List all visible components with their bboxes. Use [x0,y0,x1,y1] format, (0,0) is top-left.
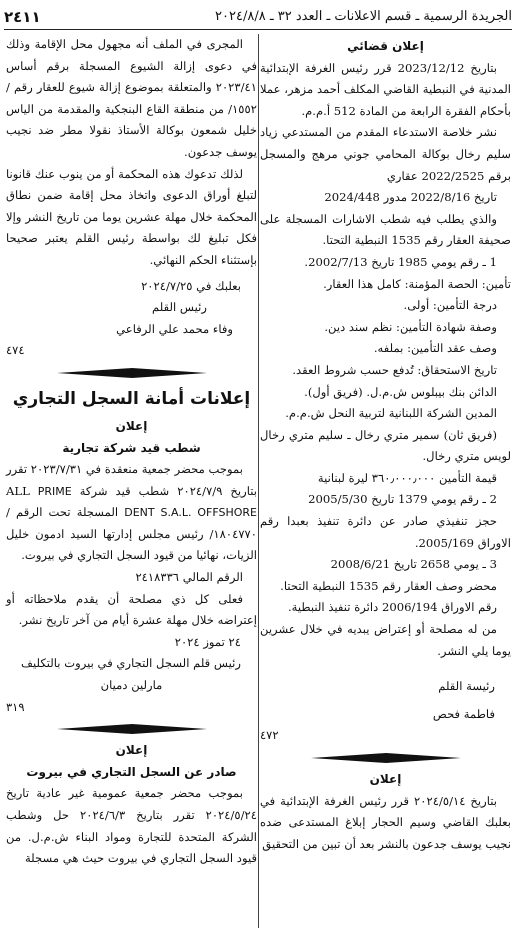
notice-date: بعلبك في ٢٠٢٤/٧/٢٥ [141,278,241,293]
section-title: إعلانات أمانة السجل التجاري [12,388,251,409]
notice-paragraph: لذلك تدعوك هذه المحكمة أو من ينوب عنك قانونا لتبلغ أوراق الدعوى واتخاذ محل إقامة ضمن نطاق المحكمة خلال مهلة عشرين يوما من تاريخ النشر وإلا فكل تبليغ لك بواسطة رئيس القلم يعتبر صحيحا بإستثناء الحكم النهائي. [6,166,257,267]
notice-paragraph: درجة التأمين: أولى. [403,298,497,313]
notice-paragraph: بموجب محضر جمعية عمومية غير عادية تاريخ ٢٠٢٤/٥/٢٤ تقرر بتاريخ ٢٠٢٤/٦/٣ حل وشطب الشركة المتحدة للتجارة ومواد البناء ش.م.ل. من قيود السجل التجاري في بيروت حيث هي مسجلة [6,786,257,866]
notice-paragraph [6,459,257,567]
notice-reference-number: ٣١٩ [6,699,25,714]
notice-paragraph: من له مصلحة أو إعتراض يبديه في خلال عشرين يوما يلي النشر. [260,622,511,658]
left-column [6,34,257,870]
financial-number: الرقم المالي ٢٤١٨٣٣٦ [135,570,243,585]
notice-text: المسجلة تحت الرقم /١٨٠٤٧٧٠/ رئيس مجلس إدارتها السيد ادمون خليل الزيات، نهائيا من قيود السجل التجاري في بيروت. [6,505,257,563]
notice-paragraph: تأمين: الحصة المؤمنة: كامل هذا العقار. [323,276,511,291]
notice-title: إعلان [369,772,402,786]
notice-paragraph: المجرى في الملف أنه مجهول محل الإقامة وذلك في دعوى إزالة الشيوع المسجلة برقم أساس ٢٠٢٣/٤١ والمتعلقة بموضوع إزالة شيوع للعقار رقم /١٥٥٢/ من منطقة القاع البنجكية والمقدمة من الياس خليل شمعون بوكالة الأستاذ نقولا مطر ضد نجيب يوسف جدعون. [6,37,257,159]
company-name-latin: PRIME DENT S.A.L. OFFSHORE [37,484,257,520]
notice-paragraph: وصفة شهادة التأمين: نظم سند دين. [324,319,497,334]
signature-title: رئيس القلم [152,300,207,315]
signature-title: رئيسة القلم [438,679,495,694]
notice-paragraph: حجز تنفيذي صادر عن دائرة تنفيذ بعبدا رقم الاوراق 2005/169. [260,514,511,550]
signature-name: وفاء محمد علي الرفاعي [116,321,233,336]
notice-title: شطب قيد شركة تجارية [62,440,201,455]
section-separator [6,366,257,380]
notice-paragraph: رقم الاوراق 2006/194 دائرة تنفيذ النبطية. [287,600,497,615]
page-header [4,4,512,30]
notice-paragraph: بتاريخ ٢٠٢٤/٥/١٤ قرر رئيس الغرفة الإبتدائية في بعلبك القاضي وسيم الحجار إبلاغ المستدعى ضده نجيب يوسف جدعون بالنشر بعد أن تبين من التحقيق [260,793,511,851]
notice-title: صادر عن السجل التجاري في بيروت [26,764,237,779]
notice-paragraph: المدين الشركة اللبنانية لتربية النحل ش.م.م. [285,406,497,421]
notice-label: إعلان [115,743,148,758]
notice-paragraph: والذي يطلب فيه شطب الاشارات المسجلة على صحيفة العقار رقم 1535 النبطية التحتا. [260,211,511,248]
signature-name: مارلين دميان [100,678,163,693]
notice-paragraph: وصف عقد التأمين: بملفه. [373,341,497,356]
notice-paragraph: تاريخ الاستحقاق: تُدفع حسب شروط العقد. [292,362,497,377]
notice-paragraph: نشر خلاصة الاستدعاء المقدم من المستدعي زياد سليم رخال بوكالة المحامي جوني مرهج والمسجل برقم 2022/2525 عقاري [260,125,511,183]
notice-reference-number: ٤٧٢ [260,728,279,743]
header-title: الجريدة الرسمية ـ قسم الاعلانات ـ العدد ٣٢ ـ ٢٠٢٤/٨/٨ [215,9,512,24]
notice-paragraph: 1 ـ رقم يومي 1985 تاريخ 2002/7/13. [304,254,497,269]
section-separator [6,722,257,736]
column-divider [258,34,259,928]
right-column [260,34,511,855]
notice-paragraph: 3 ـ يومي 2658 تاريخ 2008/6/21 [330,557,497,572]
page-number: ٢٤١١ [4,7,41,26]
notice-paragraph: فعلى كل ذي مصلحة أن يقدم ملاحظاته أو إعتراضه خلال مهلة عشرة أيام من آخر تاريخ نشر. [6,591,257,628]
notice-date: ٢٤ تموز ٢٠٢٤ [174,634,241,649]
notice-title: إعلان قضائي [347,39,424,53]
notice-paragraph: محضر وصف العقار رقم 1535 النبطية التحتا. [280,578,497,593]
notice-label: إعلان [115,418,148,433]
notice-text: بموجب محضر جمعية منعقدة في ٢٠٢٣/٧/٣١ تقرر بتاريخ ٢٠٢٤/٧/٩ شطب قيد شركة ALL [6,462,257,498]
section-separator [260,751,511,765]
notice-paragraph: قيمة التأمين ٣٦٠٫٠٠٠٫٠٠٠ ليرة لبنانية [317,470,497,485]
notice-paragraph: (فريق ثان) سمير متري رخال ـ سليم متري رخال لويس متري رخال. [260,427,511,464]
notice-paragraph: 2 ـ رقم يومي 1379 تاريخ 2005/5/30 [308,492,497,507]
notice-paragraph: الدائن بنك بيبلوس ش.م.ل. (فريق أول). [304,384,497,399]
notice-paragraph: تاريخ 2022/8/16 مدور 2024/448 [324,190,497,205]
signature-name: فاطمة فحص [432,706,495,721]
notice-reference-number: ٤٧٤ [6,343,25,358]
signature-title: رئيس قلم السجل التجاري في بيروت بالتكليف [21,656,241,671]
notice-paragraph: بتاريخ 2023/12/12 قرر رئيس الغرفة الإبتدائية المدنية في النبطية القاضي المكلف أحمد مزهر، عملا بأحكام الفقرة الرابعة من المادة 512 أ.م.م. [260,60,511,118]
